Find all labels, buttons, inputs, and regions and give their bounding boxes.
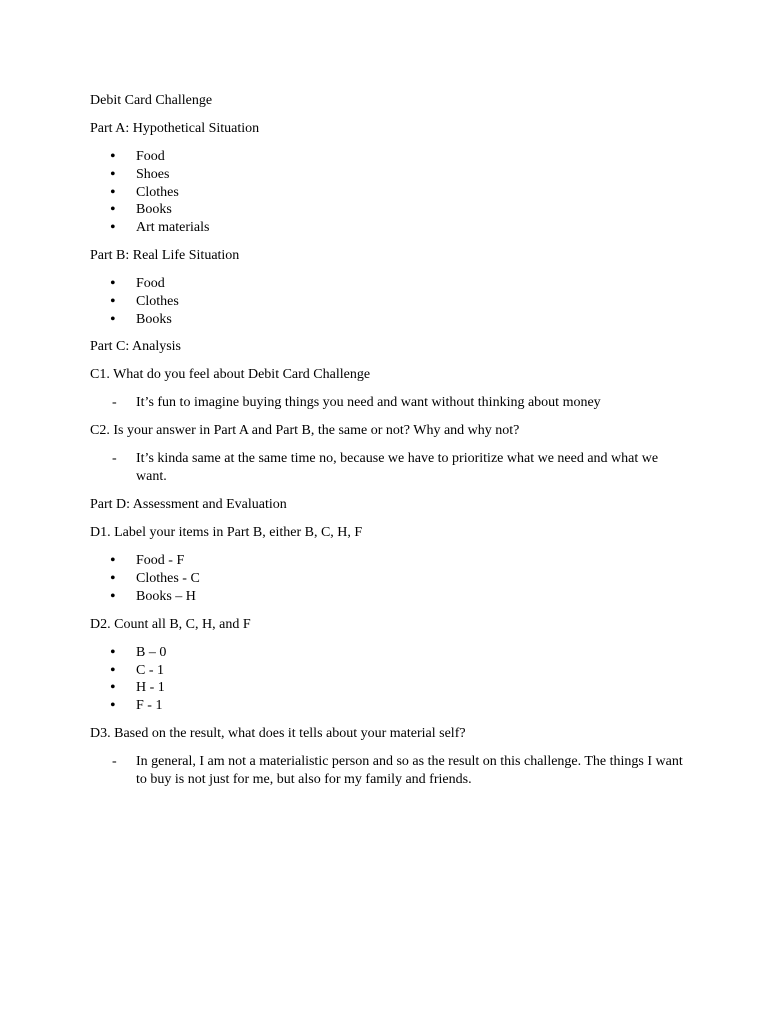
d2-question: D2. Count all B, C, H, and F	[90, 616, 251, 632]
c2-answer-text: It’s kinda same at the same time no, because we have to prioritize what we need and what we want.	[136, 451, 659, 485]
list-item: • H - 1	[90, 679, 690, 697]
list-item: • Food	[90, 148, 690, 166]
list-item: • Art materials	[90, 219, 690, 237]
list-item: • Food - F	[90, 552, 690, 570]
part-d-heading: Part D: Assessment and Evaluation	[90, 497, 287, 513]
list-item: • Books	[90, 201, 690, 219]
part-a-heading: Part A: Hypothetical Situation	[90, 121, 260, 136]
c2-answer	[90, 450, 684, 486]
d3-answer	[90, 753, 684, 789]
c1-question: C1. What do you feel about Debit Card Challenge	[90, 367, 371, 383]
d2-list	[90, 644, 690, 715]
part-a-list	[90, 148, 690, 237]
part-c-heading: Part C: Analysis	[90, 339, 182, 355]
d1-list	[90, 552, 690, 605]
c1-answer-text: It’s fun to imagine buying things you need and want without thinking about money	[136, 395, 601, 411]
list-item: • Clothes - C	[90, 570, 690, 588]
d3-answer-text: In general, I am not a materialistic person and so as the result on this challenge. The things I want to buy is not just for me, but also for my family and friends.	[136, 753, 683, 787]
list-item: • Food	[90, 275, 690, 293]
document-page	[90, 92, 690, 799]
list-item: • Books – H	[90, 588, 690, 606]
dash-marker: -	[112, 753, 117, 769]
list-item: • Shoes	[90, 166, 690, 184]
c2-question: C2. Is your answer in Part A and Part B, the same or not? Why and why not?	[90, 423, 520, 439]
dash-marker: -	[112, 395, 117, 411]
document-title: Debit Card Challenge	[90, 93, 213, 108]
c1-answer	[90, 394, 684, 412]
d3-question: D3. Based on the result, what does it tells about your material self?	[90, 725, 466, 741]
part-b-list	[90, 275, 690, 328]
list-item: • F - 1	[90, 697, 690, 715]
list-item: • B – 0	[90, 644, 690, 662]
dash-marker: -	[112, 451, 117, 467]
d1-question: D1. Label your items in Part B, either B, C, H, F	[90, 525, 363, 541]
list-item: • Clothes	[90, 184, 690, 202]
part-b-heading: Part B: Real Life Situation	[90, 247, 240, 263]
list-item: • Books	[90, 311, 690, 329]
list-item: • Clothes	[90, 293, 690, 311]
list-item: • C - 1	[90, 662, 690, 680]
